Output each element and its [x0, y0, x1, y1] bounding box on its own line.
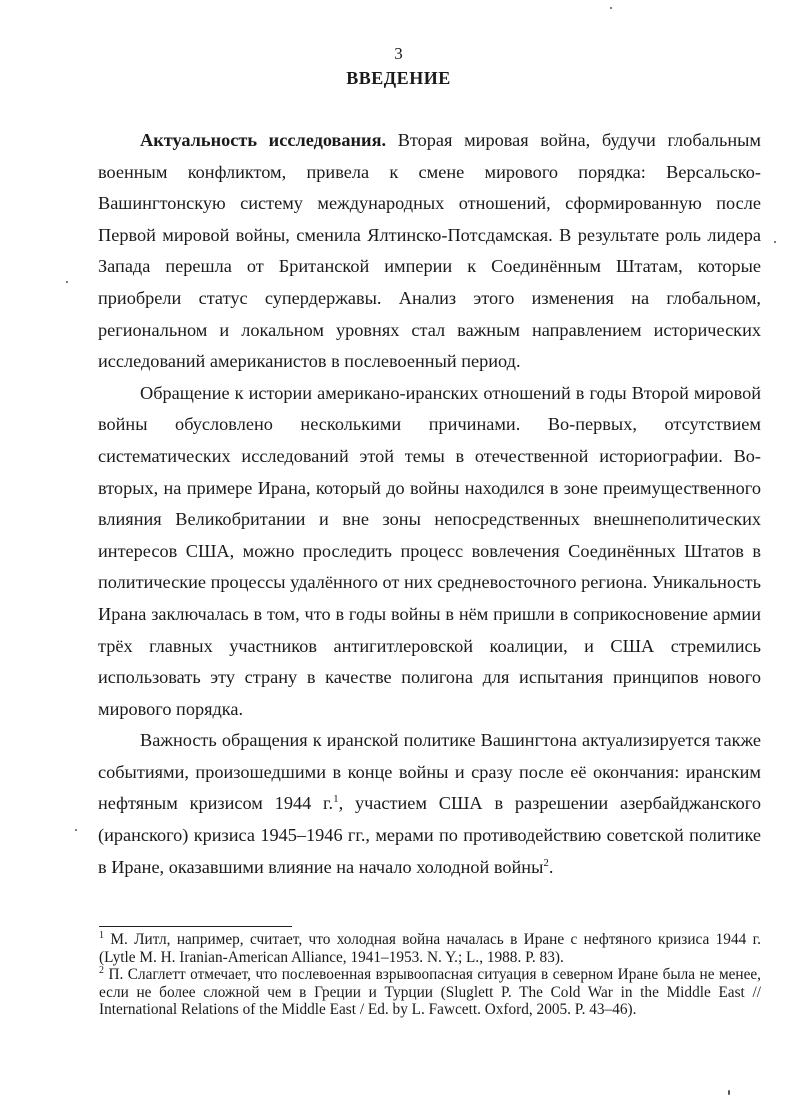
paragraph-text: . [548, 856, 554, 877]
body-text [98, 125, 761, 883]
footnotes [99, 931, 761, 1019]
paragraph-text: Вторая мировая война, будучи глобальным военным конфликтом, привела к смене мирового порядка: Версальско-Вашингтонскую систему международных отношений, сформированную после Первой мировой войны, сменила Ялтинско-Потсдамская. В результате роль лидера Запада перешла от Британской империи к Соединённым Штатам, которые приобрели статус супердержавы. Анализ этого изменения на глобальном, региональном и локальном уровнях стал важным направлением исторических исследований американистов в послевоенный период. [98, 130, 761, 372]
paragraph-lead-heading: Актуальность исследования. [140, 130, 387, 150]
paragraph-importance [98, 725, 761, 883]
footnote-1 [99, 931, 761, 966]
footnote-mark: 1 [99, 930, 104, 941]
scan-speck [728, 1090, 730, 1095]
footnote-text: М. Литл, например, считает, что холодная война началась в Иране с нефтяного кризиса 1944 г. (Lytle M. H. Iranian-American Alliance, 1941–1953. N. Y.; L., 1988. P. 83). [99, 931, 761, 966]
scan-speck [75, 829, 77, 831]
paragraph-text: Важность обращения к иранской политике Вашингтона актуализируется также событиями, произошедшими в конце войны и сразу после её окончания: иранским нефтяным кризисом 1944 г. [98, 730, 761, 814]
paragraph-text: , участием США в разрешении азербайджанского (иранского) кризиса 1945–1946 гг., мерами по противодействию советской политике в Иране, оказавшими влияние на начало холодной войны [98, 793, 761, 877]
footnote-separator [99, 926, 292, 927]
footnote-mark: 2 [99, 965, 104, 977]
scan-speck [774, 241, 776, 243]
footnote-ref-1[interactable]: 1 [333, 793, 339, 806]
footnote-2 [99, 966, 761, 1019]
paragraph-relevance [98, 125, 761, 378]
scan-speck [66, 281, 68, 283]
footnote-ref-2[interactable]: 2 [543, 856, 549, 869]
paragraph-text: Обращение к истории американо-иранских отношений в годы Второй мировой войны обусловлено несколькими причинами. Во-первых, отсутствием систематических исследований этой темы в отечественной историографии. Во-вторых, на примере Ирана, который до войны находился в зоне преимущественного влияния Великобритании и вне зоны непосредственных внешнеполитических интересов США, можно проследить процесс вовлечения Соединённых Штатов в политические процессы удалённого от них средневосточного региона. Уникальность Ирана заключалась в том, что в годы войны в нём пришли в соприкосновение армии трёх главных участников антигитлеровской коалиции, и США стремились использовать эту страну в качестве полигона для испытания принципов нового мирового порядка. [98, 382, 761, 719]
footnote-text: П. Слаглетт отмечает, что послевоенная взрывоопасная ситуация в северном Иране была не менее, если не более сложной чем в Греции и Турции (Sluglett P. The Cold War in the Middle East // International Relations of the Middle East / Ed. by L. Fawcett. Oxford, 2005. P. 43–46). [99, 966, 761, 1019]
page-number: 3 [394, 44, 403, 63]
paragraph-reasons [98, 378, 761, 726]
section-title: ВВЕДЕНИЕ [346, 68, 451, 88]
scan-speck [610, 7, 612, 9]
